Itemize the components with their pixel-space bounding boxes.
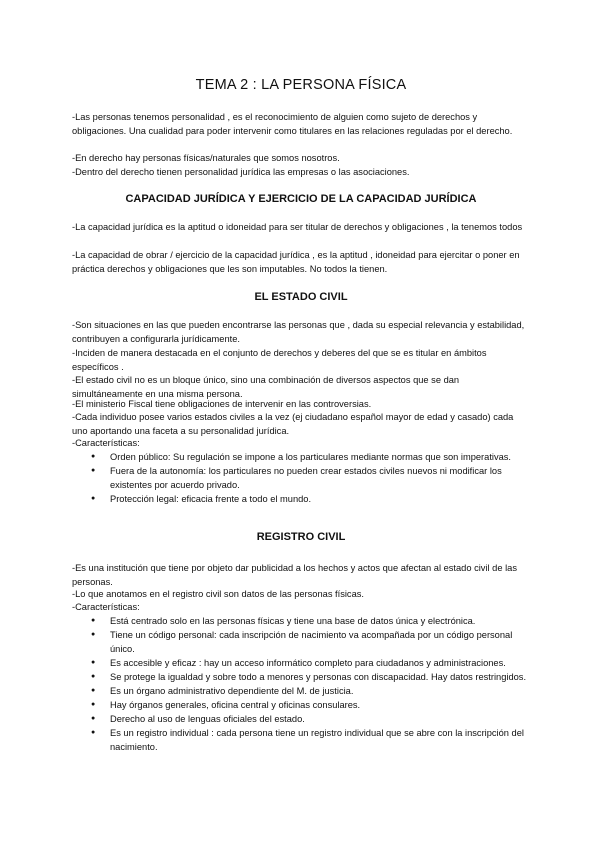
section-paragraph: -Cada individuo posee varios estados civiles a la vez (ej ciudadano español mayor de edad y casado) cada uno aportando una faceta a su personalidad jurídica.	[72, 412, 514, 436]
section-paragraph: -Características:	[72, 602, 140, 612]
section-paragraph: -Es una institución que tiene por objeto dar publicidad a los hechos y actos que afectan al estado civil de las personas.	[72, 563, 517, 587]
intro-paragraph: -En derecho hay personas físicas/naturales que somos nosotros.	[72, 153, 340, 163]
section-paragraph: -Características:	[72, 438, 140, 448]
list-item: ● Orden público: Su regulación se impone a los particulares mediante normas que son imperativas.	[72, 450, 530, 464]
list-item: ● Protección legal: eficacia frente a todo el mundo.	[72, 492, 530, 506]
section-heading-estado-civil: EL ESTADO CIVIL	[254, 291, 348, 303]
intro-paragraph: -Dentro del derecho tienen personalidad jurídica las empresas o las asociaciones.	[72, 167, 410, 177]
bullet-list-estado-civil	[72, 450, 530, 506]
section-paragraph: -La capacidad de obrar / ejercicio de la capacidad jurídica , es la aptitud , idoneidad para ejercitar o poner en práctica derechos y obligaciones que les son imputables. No todos la tienen.	[72, 250, 520, 274]
bullet-list-registro-civil	[72, 614, 530, 754]
section-paragraph: -Inciden de manera destacada en el conjunto de derechos y deberes del que se es titular en ámbitos específicos .	[72, 348, 487, 372]
list-item: ● Está centrado solo en las personas físicas y tiene una base de datos única y electrónica.	[72, 614, 530, 628]
section-paragraph: -Son situaciones en las que pueden encontrarse las personas que , dada su especial relevancia y estabilidad, contribuyen a configurarla jurídicamente.	[72, 320, 525, 344]
section-heading-registro-civil: REGISTRO CIVIL	[256, 531, 346, 543]
section-paragraph: -El estado civil no es un bloque único, sino una combinación de diversos aspectos que se dan simultáneamente en una misma persona.	[72, 375, 460, 399]
list-item: ● Es un órgano administrativo dependiente del M. de justicia.	[72, 684, 530, 698]
intro-paragraph: -Las personas tenemos personalidad , es el reconocimiento de alguien como sujeto de derechos y obligaciones. Una cualidad para poder intervenir como titulares en las relaciones reguladas por el derecho.	[72, 112, 513, 136]
list-item: ● Fuera de la autonomía: los particulares no pueden crear estados civiles nuevos ni modificar los existentes por acuerdo privado.	[72, 464, 530, 492]
list-item: ● Hay órganos generales, oficina central y oficinas consulares.	[72, 698, 530, 712]
section-heading-capacidad: CAPACIDAD JURÍDICA Y EJERCICIO DE LA CAPACIDAD JURÍDICA	[125, 193, 477, 205]
section-paragraph: -El ministerio Fiscal tiene obligaciones de intervenir en las controversias.	[72, 399, 372, 409]
list-item: ● Tiene un código personal: cada inscripción de nacimiento va acompañada por un código personal único.	[72, 628, 530, 656]
list-item: ● Es accesible y eficaz : hay un acceso informático completo para ciudadanos y administraciones.	[72, 656, 530, 670]
section-paragraph: -La capacidad jurídica es la aptitud o idoneidad para ser titular de derechos y obligaciones , la tenemos todos	[72, 222, 523, 232]
page-title: TEMA 2 : LA PERSONA FÍSICA	[195, 77, 407, 93]
list-item: ● Derecho al uso de lenguas oficiales del estado.	[72, 712, 530, 726]
list-item: ● Se protege la igualdad y sobre todo a menores y personas con discapacidad. Hay datos restringidos.	[72, 670, 530, 684]
list-item: ● Es un registro individual : cada persona tiene un registro individual que se abre con la inscripción del nacimiento.	[72, 726, 530, 754]
section-paragraph: -Lo que anotamos en el registro civil son datos de las personas físicas.	[72, 589, 364, 599]
